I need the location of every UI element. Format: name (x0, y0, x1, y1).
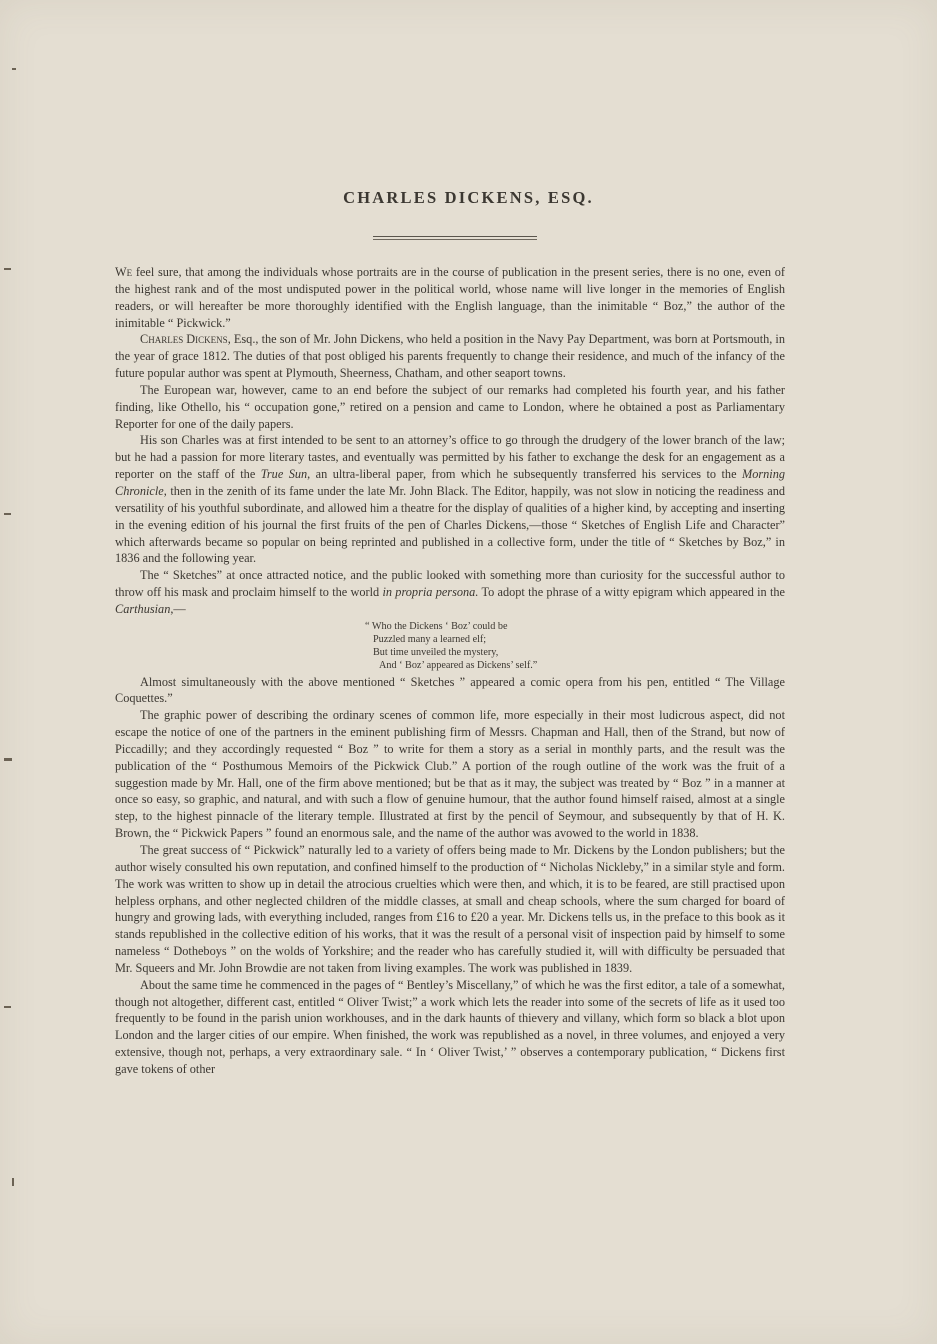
epigram-line: And ‘ Boz’ appeared as Dickens’ self.” (379, 660, 538, 672)
title-rule (373, 236, 537, 240)
newspaper-title: True Sun (260, 467, 308, 482)
epigram-line: Puzzled many a learned elf; (373, 633, 487, 645)
publication-title: Carthusian (115, 601, 171, 616)
paragraph: About the same time he commenced in the pages of “ Bentley’s Miscellany,” of which he was the first editor, a tale of a somewhat, though not altogether, different cast, entitled “ Oliver Twist;” a work which lets the reader into some of the secrets of life as it used too frequently to be found in the parish union workhouses, and in the dark haunts of thievery and villany, which form so black a blot upon London and the larger cities of our empire. When finished, the work was republished as a novel, in three volumes, and enjoyed a very extensive, though not, perhaps, a very extraordinary sale. “ In ‘ Oliver Twist,’ ” observes a contemporary publication, “ Dickens first gave tokens of other (115, 977, 785, 1076)
article-body (115, 264, 785, 1078)
paragraph: The European war, however, came to an end before the subject of our remarks had completed his fourth year, and his father finding, like Othello, his “ occupation gone,” retired on a pension and came to London, where he obtained a post as Parliamentary Reporter for one of the daily papers. (115, 382, 785, 431)
margin-mark (12, 68, 16, 70)
epigram-line: “ Who the Dickens ‘ Boz’ could be (365, 620, 508, 632)
paragraph: The “ Sketches” at once attracted notice, and the public looked with something more than curiosity for the successful author to throw off his mask and proclaim himself to the world in propria persona. To adopt the phrase of a witty epigram which appeared in the Carthusian,— (115, 568, 785, 616)
paragraph: Charles Dickens, Esq., the son of Mr. John Dickens, who held a position in the Navy Pay Department, was born at Portsmouth, in the year of grace 1812. The duties of that post obliged his parents frequently to change their residence, and much of the infancy of the future popular author was spent at Plymouth, Sheerness, Chatham, and other seaport towns. (115, 332, 785, 381)
epigram (365, 620, 785, 673)
paragraph: The great success of “ Pickwick” naturally led to a variety of offers being made to Mr. Dickens by the London publishers; but the author wisely consulted his own reputation, and confined himself to the production of “ Nicholas Nickleby,” in a similar style and form. The work was written to show up in detail the atrocious cruelties which were then, and which, it is to be feared, are still practised upon helpless orphans, and other neglected children of the middle classes, at small and cheap schools, where the sum charged for board of hungry and growing lads, with everything included, ranges from £16 to £20 a year. Mr. Dickens tells us, in the preface to this book as it stands republished in the collective edition of his works, that it was the result of a personal visit of inspection paid by himself to some nameless “ Dotheboys ” on the wolds of Yorkshire; and the reader who has carefully studied it, will with difficulty be persuaded that Mr. Squeers and Mr. John Browdie are not taken from living examples. The work was published in 1839. (115, 842, 785, 975)
paragraph: The graphic power of describing the ordinary scenes of common life, more especially in their most ludicrous aspect, did not escape the notice of one of the partners in the eminent publishing firm of Messrs. Chapman and Hall, then of the Strand, but now of Piccadilly; and they accordingly requested “ Boz ” to write for them a story as a serial in monthly parts, and the result was the publication of the “ Posthumous Memoirs of the Pickwick Club.” A portion of the rough outline of the work was the fruit of a suggestion made by Mr. Hall, one of the firm above mentioned; but be that as it may, the subject was treated by “ Boz ” in a manner at once so easy, so graphic, and natural, and with such a flow of genuine humour, that the author found himself raised, almost at a single step, to the highest pinnacle of the literary temple. Illustrated at first by the pencil of Seymour, and subsequently by that of H. K. Brown, the “ Pickwick Papers ” found an enormous sale, and the name of the author was avowed to the world in 1838. (115, 708, 785, 841)
margin-mark (4, 513, 11, 515)
page-title: CHARLES DICKENS, ESQ. (343, 188, 594, 207)
margin-mark (12, 1178, 14, 1186)
paragraph: His son Charles was at first intended to be sent to an attorney’s office to go through the drudgery of the lower branch of the law; but he had a passion for more literary tastes, and eventually was permitted by his father to exchange the desk for an engagement as a reporter on the staff of the True Sun, an ultra-liberal paper, from which he subsequently transferred his services to the Morning Chronicle, then in the zenith of its fame under the late Mr. John Black. The Editor, happily, was not slow in noticing the readiness and versatility of his youthful subordinate, and allowed him a theatre for the display of qualities of a higher kind, by accepting and inserting in the evening edition of his journal the first fruits of the pen of Charles Dickens,—those “ Sketches of English Life and Character” which afterwards became so popular on being reprinted and published in a collective form, under the title of “ Sketches by Boz,” in 1836 and the following year. (115, 433, 786, 566)
paragraph: We feel sure, that among the individuals whose portraits are in the course of publication in the present series, there is no one, even of the highest rank and of the most undisputed power in the political world, whose name will live longer in the memories of English readers, or will hereafter be more thoroughly identified with the English language, than the inimitable “ Boz,” the author of the inimitable “ Pickwick.” (115, 265, 785, 330)
drop-lead: We (115, 265, 133, 279)
newspaper-title: Morning Chronicle (115, 467, 786, 498)
margin-mark (4, 1006, 11, 1008)
margin-mark (4, 758, 12, 761)
latin-phrase: in propria persona. (382, 585, 479, 600)
paragraph: Almost simultaneously with the above mentioned “ Sketches ” appeared a comic opera from his pen, entitled “ The Village Coquettes.” (115, 674, 785, 706)
epigram-line: But time unveiled the mystery, (373, 647, 499, 659)
name-lead: Charles Dickens (140, 332, 228, 347)
margin-mark (4, 268, 11, 270)
